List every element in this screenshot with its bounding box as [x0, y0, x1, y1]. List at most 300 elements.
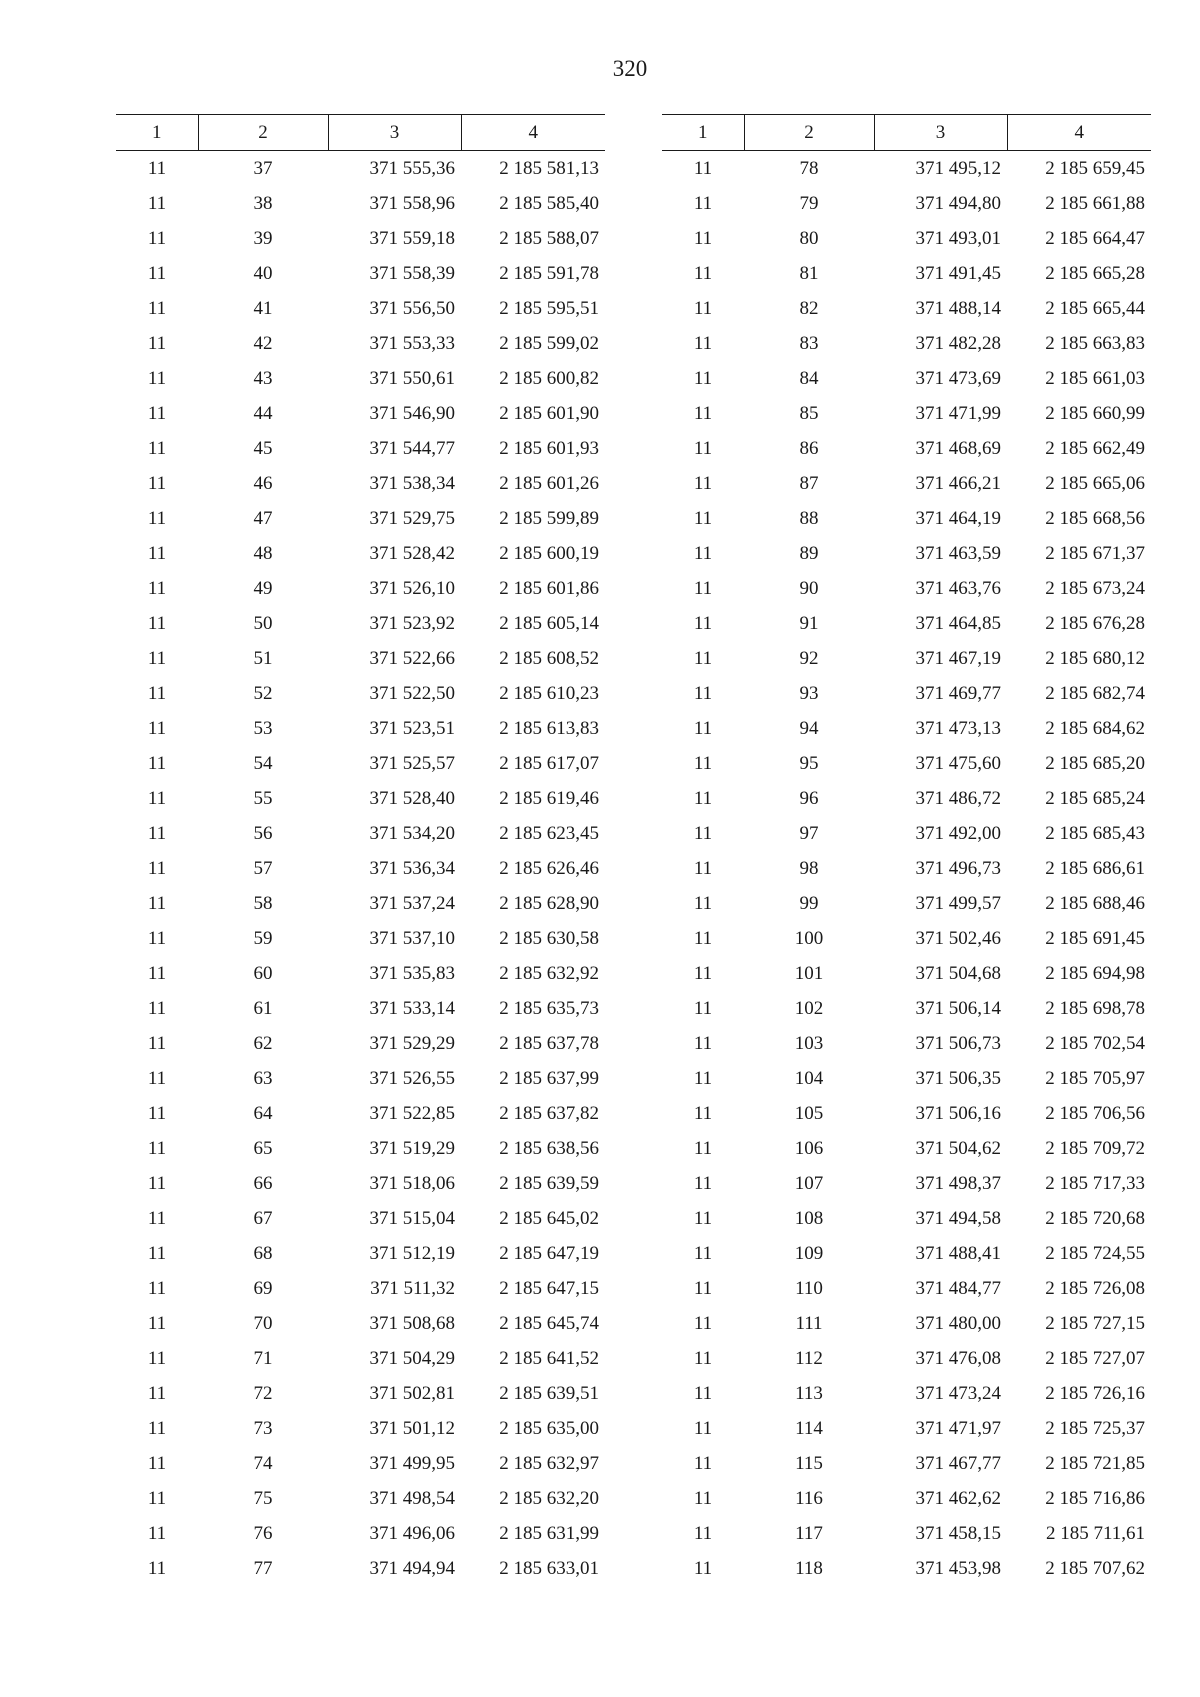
cell-y-coordinate: 2 185 665,06 — [1045, 472, 1145, 494]
cell-point-number: 45 — [253, 437, 273, 459]
cell-point-number: 76 — [253, 1522, 273, 1544]
cell-x-coordinate: 371 558,39 — [369, 262, 455, 284]
cell-y-coordinate: 2 185 726,08 — [1045, 1277, 1145, 1299]
cell-x-coordinate: 371 502,81 — [369, 1382, 455, 1404]
table-row — [116, 571, 605, 606]
cell-point-number: 106 — [794, 1137, 824, 1159]
cell-x-coordinate: 371 506,35 — [915, 1067, 1001, 1089]
cell-y-coordinate: 2 185 641,52 — [499, 1347, 599, 1369]
cell-zone: 11 — [693, 1032, 713, 1054]
cell-y-coordinate: 2 185 601,93 — [499, 437, 599, 459]
cell-x-coordinate: 371 523,51 — [369, 717, 455, 739]
cell-x-coordinate: 371 508,68 — [369, 1312, 455, 1334]
cell-y-coordinate: 2 185 724,55 — [1045, 1242, 1145, 1264]
cell-zone: 11 — [693, 1067, 713, 1089]
cell-point-number: 77 — [253, 1557, 273, 1579]
table-row — [116, 711, 605, 746]
cell-zone: 11 — [693, 402, 713, 424]
cell-y-coordinate: 2 185 626,46 — [499, 857, 599, 879]
table-row — [116, 1236, 605, 1271]
cell-zone: 11 — [147, 647, 167, 669]
table-row — [662, 466, 1151, 501]
table-row — [116, 151, 605, 187]
table-row — [662, 396, 1151, 431]
cell-y-coordinate: 2 185 660,99 — [1045, 402, 1145, 424]
cell-x-coordinate: 371 475,60 — [915, 752, 1001, 774]
column-header: 3 — [328, 115, 461, 151]
cell-point-number: 40 — [253, 262, 273, 284]
cell-x-coordinate: 371 512,19 — [369, 1242, 455, 1264]
cell-point-number: 115 — [795, 1452, 823, 1474]
cell-zone: 11 — [693, 997, 713, 1019]
cell-zone: 11 — [147, 822, 167, 844]
table-row — [662, 1446, 1151, 1481]
cell-x-coordinate: 371 522,50 — [369, 682, 455, 704]
cell-y-coordinate: 2 185 591,78 — [499, 262, 599, 284]
cell-x-coordinate: 371 538,34 — [369, 472, 455, 494]
cell-y-coordinate: 2 185 647,15 — [499, 1277, 599, 1299]
cell-x-coordinate: 371 504,29 — [369, 1347, 455, 1369]
table-row — [662, 536, 1151, 571]
cell-point-number: 74 — [253, 1452, 273, 1474]
cell-y-coordinate: 2 185 639,51 — [499, 1382, 599, 1404]
cell-zone: 11 — [147, 1172, 167, 1194]
cell-point-number: 116 — [795, 1487, 823, 1509]
table-row — [662, 431, 1151, 466]
cell-x-coordinate: 371 494,94 — [369, 1557, 455, 1579]
cell-point-number: 104 — [794, 1067, 824, 1089]
cell-zone: 11 — [147, 997, 167, 1019]
cell-x-coordinate: 371 529,29 — [369, 1032, 455, 1054]
cell-point-number: 105 — [794, 1102, 824, 1124]
cell-point-number: 110 — [795, 1277, 823, 1299]
cell-zone: 11 — [147, 1522, 167, 1544]
table-row — [116, 431, 605, 466]
cell-y-coordinate: 2 185 707,62 — [1045, 1557, 1145, 1579]
table-row — [662, 1131, 1151, 1166]
cell-point-number: 50 — [253, 612, 273, 634]
cell-zone: 11 — [147, 1487, 167, 1509]
table-row — [116, 1166, 605, 1201]
cell-x-coordinate: 371 484,77 — [915, 1277, 1001, 1299]
cell-point-number: 90 — [799, 577, 819, 599]
cell-point-number: 88 — [799, 507, 819, 529]
cell-x-coordinate: 371 493,01 — [915, 227, 1001, 249]
cell-y-coordinate: 2 185 711,61 — [1045, 1522, 1145, 1544]
cell-x-coordinate: 371 534,20 — [369, 822, 455, 844]
cell-zone: 11 — [147, 1242, 167, 1264]
cell-y-coordinate: 2 185 716,86 — [1045, 1487, 1145, 1509]
table-header-row — [116, 115, 605, 151]
cell-y-coordinate: 2 185 659,45 — [1045, 157, 1145, 179]
cell-x-coordinate: 371 511,32 — [370, 1277, 455, 1299]
table-row — [662, 641, 1151, 676]
cell-point-number: 85 — [799, 402, 819, 424]
cell-point-number: 48 — [253, 542, 273, 564]
cell-zone: 11 — [693, 1487, 713, 1509]
cell-x-coordinate: 371 537,10 — [369, 927, 455, 949]
cell-y-coordinate: 2 185 686,61 — [1045, 857, 1145, 879]
cell-point-number: 78 — [799, 157, 819, 179]
cell-zone: 11 — [693, 472, 713, 494]
cell-zone: 11 — [147, 1277, 167, 1299]
table-row — [662, 1306, 1151, 1341]
table-row — [116, 1481, 605, 1516]
cell-point-number: 59 — [253, 927, 273, 949]
cell-x-coordinate: 371 550,61 — [369, 367, 455, 389]
cell-y-coordinate: 2 185 617,07 — [499, 752, 599, 774]
cell-y-coordinate: 2 185 698,78 — [1045, 997, 1145, 1019]
cell-zone: 11 — [147, 157, 167, 179]
cell-point-number: 46 — [253, 472, 273, 494]
cell-y-coordinate: 2 185 610,23 — [499, 682, 599, 704]
cell-zone: 11 — [693, 752, 713, 774]
table-row — [662, 1201, 1151, 1236]
cell-x-coordinate: 371 544,77 — [369, 437, 455, 459]
table-row — [116, 396, 605, 431]
table-row — [116, 291, 605, 326]
cell-y-coordinate: 2 185 601,90 — [499, 402, 599, 424]
cell-y-coordinate: 2 185 635,00 — [499, 1417, 599, 1439]
cell-point-number: 38 — [253, 192, 273, 214]
cell-y-coordinate: 2 185 684,62 — [1045, 717, 1145, 739]
cell-point-number: 92 — [799, 647, 819, 669]
cell-zone: 11 — [693, 857, 713, 879]
table-row — [662, 186, 1151, 221]
cell-zone: 11 — [693, 437, 713, 459]
cell-zone: 11 — [693, 1312, 713, 1334]
cell-x-coordinate: 371 496,06 — [369, 1522, 455, 1544]
cell-y-coordinate: 2 185 633,01 — [499, 1557, 599, 1579]
cell-zone: 11 — [693, 507, 713, 529]
cell-zone: 11 — [147, 437, 167, 459]
cell-point-number: 69 — [253, 1277, 273, 1299]
table-row — [116, 501, 605, 536]
cell-point-number: 73 — [253, 1417, 273, 1439]
cell-zone: 11 — [693, 1347, 713, 1369]
cell-x-coordinate: 371 458,15 — [915, 1522, 1001, 1544]
cell-point-number: 100 — [794, 927, 824, 949]
cell-x-coordinate: 371 498,37 — [915, 1172, 1001, 1194]
cell-zone: 11 — [147, 1557, 167, 1579]
cell-y-coordinate: 2 185 673,24 — [1045, 577, 1145, 599]
table-row — [116, 676, 605, 711]
cell-point-number: 97 — [799, 822, 819, 844]
cell-zone: 11 — [693, 892, 713, 914]
cell-x-coordinate: 371 515,04 — [369, 1207, 455, 1229]
cell-zone: 11 — [147, 892, 167, 914]
cell-y-coordinate: 2 185 631,99 — [499, 1522, 599, 1544]
cell-point-number: 64 — [253, 1102, 273, 1124]
cell-x-coordinate: 371 473,69 — [915, 367, 1001, 389]
cell-x-coordinate: 371 466,21 — [915, 472, 1001, 494]
cell-zone: 11 — [693, 682, 713, 704]
cell-point-number: 80 — [799, 227, 819, 249]
cell-point-number: 44 — [253, 402, 273, 424]
cell-y-coordinate: 2 185 720,68 — [1045, 1207, 1145, 1229]
cell-zone: 11 — [693, 1522, 713, 1544]
cell-x-coordinate: 371 494,80 — [915, 192, 1001, 214]
table-row — [662, 1026, 1151, 1061]
table-row — [116, 781, 605, 816]
cell-x-coordinate: 371 467,19 — [915, 647, 1001, 669]
cell-x-coordinate: 371 464,85 — [915, 612, 1001, 634]
cell-y-coordinate: 2 185 637,99 — [499, 1067, 599, 1089]
table-row — [116, 1131, 605, 1166]
cell-x-coordinate: 371 506,73 — [915, 1032, 1001, 1054]
table-row — [116, 956, 605, 991]
table-row — [116, 1026, 605, 1061]
cell-x-coordinate: 371 492,00 — [915, 822, 1001, 844]
cell-point-number: 99 — [799, 892, 819, 914]
cell-point-number: 43 — [253, 367, 273, 389]
table-row — [116, 221, 605, 256]
cell-zone: 11 — [147, 1137, 167, 1159]
cell-zone: 11 — [147, 1417, 167, 1439]
cell-y-coordinate: 2 185 645,02 — [499, 1207, 599, 1229]
cell-zone: 11 — [147, 927, 167, 949]
cell-point-number: 107 — [794, 1172, 824, 1194]
cell-point-number: 58 — [253, 892, 273, 914]
cell-point-number: 37 — [253, 157, 273, 179]
cell-y-coordinate: 2 185 588,07 — [499, 227, 599, 249]
cell-x-coordinate: 371 518,06 — [369, 1172, 455, 1194]
cell-x-coordinate: 371 546,90 — [369, 402, 455, 424]
cell-x-coordinate: 371 525,57 — [369, 752, 455, 774]
cell-zone: 11 — [147, 262, 167, 284]
cell-point-number: 49 — [253, 577, 273, 599]
cell-y-coordinate: 2 185 685,20 — [1045, 752, 1145, 774]
table-row — [662, 851, 1151, 886]
cell-point-number: 111 — [795, 1312, 823, 1334]
table-row — [662, 676, 1151, 711]
cell-zone: 11 — [693, 1452, 713, 1474]
cell-zone: 11 — [147, 787, 167, 809]
table-row — [116, 1271, 605, 1306]
cell-x-coordinate: 371 496,73 — [915, 857, 1001, 879]
cell-x-coordinate: 371 506,14 — [915, 997, 1001, 1019]
cell-y-coordinate: 2 185 682,74 — [1045, 682, 1145, 704]
cell-zone: 11 — [693, 367, 713, 389]
cell-x-coordinate: 371 498,54 — [369, 1487, 455, 1509]
cell-zone: 11 — [147, 1452, 167, 1474]
table-row — [662, 326, 1151, 361]
table-row — [116, 1061, 605, 1096]
table-row — [662, 361, 1151, 396]
cell-zone: 11 — [147, 717, 167, 739]
table-row — [116, 1446, 605, 1481]
cell-point-number: 65 — [253, 1137, 273, 1159]
cell-zone: 11 — [147, 1102, 167, 1124]
cell-y-coordinate: 2 185 595,51 — [499, 297, 599, 319]
cell-zone: 11 — [693, 962, 713, 984]
cell-x-coordinate: 371 506,16 — [915, 1102, 1001, 1124]
cell-y-coordinate: 2 185 665,28 — [1045, 262, 1145, 284]
cell-y-coordinate: 2 185 632,97 — [499, 1452, 599, 1474]
cell-point-number: 53 — [253, 717, 273, 739]
table-row — [662, 711, 1151, 746]
table-row — [116, 466, 605, 501]
cell-y-coordinate: 2 185 605,14 — [499, 612, 599, 634]
cell-point-number: 103 — [794, 1032, 824, 1054]
table-row — [116, 816, 605, 851]
table-row — [116, 1516, 605, 1551]
cell-zone: 11 — [693, 822, 713, 844]
cell-x-coordinate: 371 504,62 — [915, 1137, 1001, 1159]
cell-zone: 11 — [693, 262, 713, 284]
cell-zone: 11 — [693, 647, 713, 669]
cell-x-coordinate: 371 473,13 — [915, 717, 1001, 739]
cell-point-number: 63 — [253, 1067, 273, 1089]
cell-x-coordinate: 371 504,68 — [915, 962, 1001, 984]
cell-y-coordinate: 2 185 638,56 — [499, 1137, 599, 1159]
cell-y-coordinate: 2 185 601,26 — [499, 472, 599, 494]
cell-y-coordinate: 2 185 709,72 — [1045, 1137, 1145, 1159]
cell-x-coordinate: 371 480,00 — [915, 1312, 1001, 1334]
cell-y-coordinate: 2 185 727,07 — [1045, 1347, 1145, 1369]
cell-x-coordinate: 371 558,96 — [369, 192, 455, 214]
cell-x-coordinate: 371 519,29 — [369, 1137, 455, 1159]
cell-x-coordinate: 371 464,19 — [915, 507, 1001, 529]
cell-x-coordinate: 371 526,10 — [369, 577, 455, 599]
cell-point-number: 83 — [799, 332, 819, 354]
table-row — [662, 1516, 1151, 1551]
cell-zone: 11 — [693, 157, 713, 179]
cell-zone: 11 — [147, 962, 167, 984]
table-row — [116, 1201, 605, 1236]
cell-point-number: 87 — [799, 472, 819, 494]
cell-point-number: 86 — [799, 437, 819, 459]
cell-zone: 11 — [693, 1207, 713, 1229]
cell-x-coordinate: 371 467,77 — [915, 1452, 1001, 1474]
cell-x-coordinate: 371 501,12 — [369, 1417, 455, 1439]
cell-point-number: 113 — [795, 1382, 823, 1404]
table-row — [116, 641, 605, 676]
cell-zone: 11 — [693, 787, 713, 809]
cell-point-number: 98 — [799, 857, 819, 879]
cell-zone: 11 — [147, 192, 167, 214]
table-row — [116, 991, 605, 1026]
cell-point-number: 112 — [795, 1347, 823, 1369]
cell-y-coordinate: 2 185 725,37 — [1045, 1417, 1145, 1439]
cell-x-coordinate: 371 555,36 — [369, 157, 455, 179]
table-row — [116, 256, 605, 291]
cell-zone: 11 — [693, 612, 713, 634]
cell-point-number: 66 — [253, 1172, 273, 1194]
cell-point-number: 96 — [799, 787, 819, 809]
table-body — [116, 151, 605, 1587]
table-row — [662, 991, 1151, 1026]
column-header: 4 — [461, 115, 605, 151]
table-row — [116, 1376, 605, 1411]
cell-y-coordinate: 2 185 581,13 — [499, 157, 599, 179]
cell-point-number: 39 — [253, 227, 273, 249]
cell-zone: 11 — [147, 682, 167, 704]
table-row — [662, 606, 1151, 641]
cell-zone: 11 — [693, 927, 713, 949]
cell-point-number: 79 — [799, 192, 819, 214]
cell-zone: 11 — [147, 857, 167, 879]
table-row — [116, 921, 605, 956]
cell-y-coordinate: 2 185 632,92 — [499, 962, 599, 984]
cell-x-coordinate: 371 491,45 — [915, 262, 1001, 284]
cell-point-number: 71 — [253, 1347, 273, 1369]
cell-zone: 11 — [693, 1172, 713, 1194]
cell-zone: 11 — [147, 367, 167, 389]
table-row — [662, 1271, 1151, 1306]
cell-point-number: 47 — [253, 507, 273, 529]
cell-x-coordinate: 371 536,34 — [369, 857, 455, 879]
cell-point-number: 114 — [795, 1417, 823, 1439]
cell-point-number: 68 — [253, 1242, 273, 1264]
column-header: 1 — [662, 115, 744, 151]
cell-zone: 11 — [147, 577, 167, 599]
table-row — [662, 221, 1151, 256]
table-row — [662, 571, 1151, 606]
cell-point-number: 117 — [795, 1522, 823, 1544]
cell-x-coordinate: 371 526,55 — [369, 1067, 455, 1089]
cell-point-number: 95 — [799, 752, 819, 774]
cell-y-coordinate: 2 185 664,47 — [1045, 227, 1145, 249]
table-row — [116, 361, 605, 396]
cell-zone: 11 — [693, 1557, 713, 1579]
cell-point-number: 60 — [253, 962, 273, 984]
table-row — [662, 151, 1151, 187]
cell-x-coordinate: 371 471,99 — [915, 402, 1001, 424]
cell-zone: 11 — [693, 577, 713, 599]
cell-zone: 11 — [693, 227, 713, 249]
cell-x-coordinate: 371 522,66 — [369, 647, 455, 669]
cell-zone: 11 — [693, 1277, 713, 1299]
cell-zone: 11 — [693, 192, 713, 214]
cell-y-coordinate: 2 185 601,86 — [499, 577, 599, 599]
cell-x-coordinate: 371 468,69 — [915, 437, 1001, 459]
cell-zone: 11 — [693, 1417, 713, 1439]
cell-y-coordinate: 2 185 619,46 — [499, 787, 599, 809]
cell-point-number: 67 — [253, 1207, 273, 1229]
cell-zone: 11 — [147, 1312, 167, 1334]
table-row — [662, 1061, 1151, 1096]
cell-y-coordinate: 2 185 608,52 — [499, 647, 599, 669]
table-row — [662, 886, 1151, 921]
cell-point-number: 108 — [794, 1207, 824, 1229]
cell-x-coordinate: 371 523,92 — [369, 612, 455, 634]
cell-point-number: 72 — [253, 1382, 273, 1404]
table-row — [662, 501, 1151, 536]
cell-zone: 11 — [693, 297, 713, 319]
cell-y-coordinate: 2 185 706,56 — [1045, 1102, 1145, 1124]
cell-zone: 11 — [147, 612, 167, 634]
cell-y-coordinate: 2 185 599,02 — [499, 332, 599, 354]
cell-zone: 11 — [147, 542, 167, 564]
cell-x-coordinate: 371 482,28 — [915, 332, 1001, 354]
cell-zone: 11 — [693, 717, 713, 739]
cell-zone: 11 — [147, 1032, 167, 1054]
cell-point-number: 55 — [253, 787, 273, 809]
cell-x-coordinate: 371 533,14 — [369, 997, 455, 1019]
table-row — [662, 781, 1151, 816]
cell-point-number: 118 — [795, 1557, 823, 1579]
table-row — [116, 1341, 605, 1376]
cell-x-coordinate: 371 522,85 — [369, 1102, 455, 1124]
cell-point-number: 75 — [253, 1487, 273, 1509]
cell-point-number: 56 — [253, 822, 273, 844]
cell-y-coordinate: 2 185 680,12 — [1045, 647, 1145, 669]
cell-y-coordinate: 2 185 671,37 — [1045, 542, 1145, 564]
cell-x-coordinate: 371 469,77 — [915, 682, 1001, 704]
cell-zone: 11 — [147, 227, 167, 249]
cell-point-number: 51 — [253, 647, 273, 669]
